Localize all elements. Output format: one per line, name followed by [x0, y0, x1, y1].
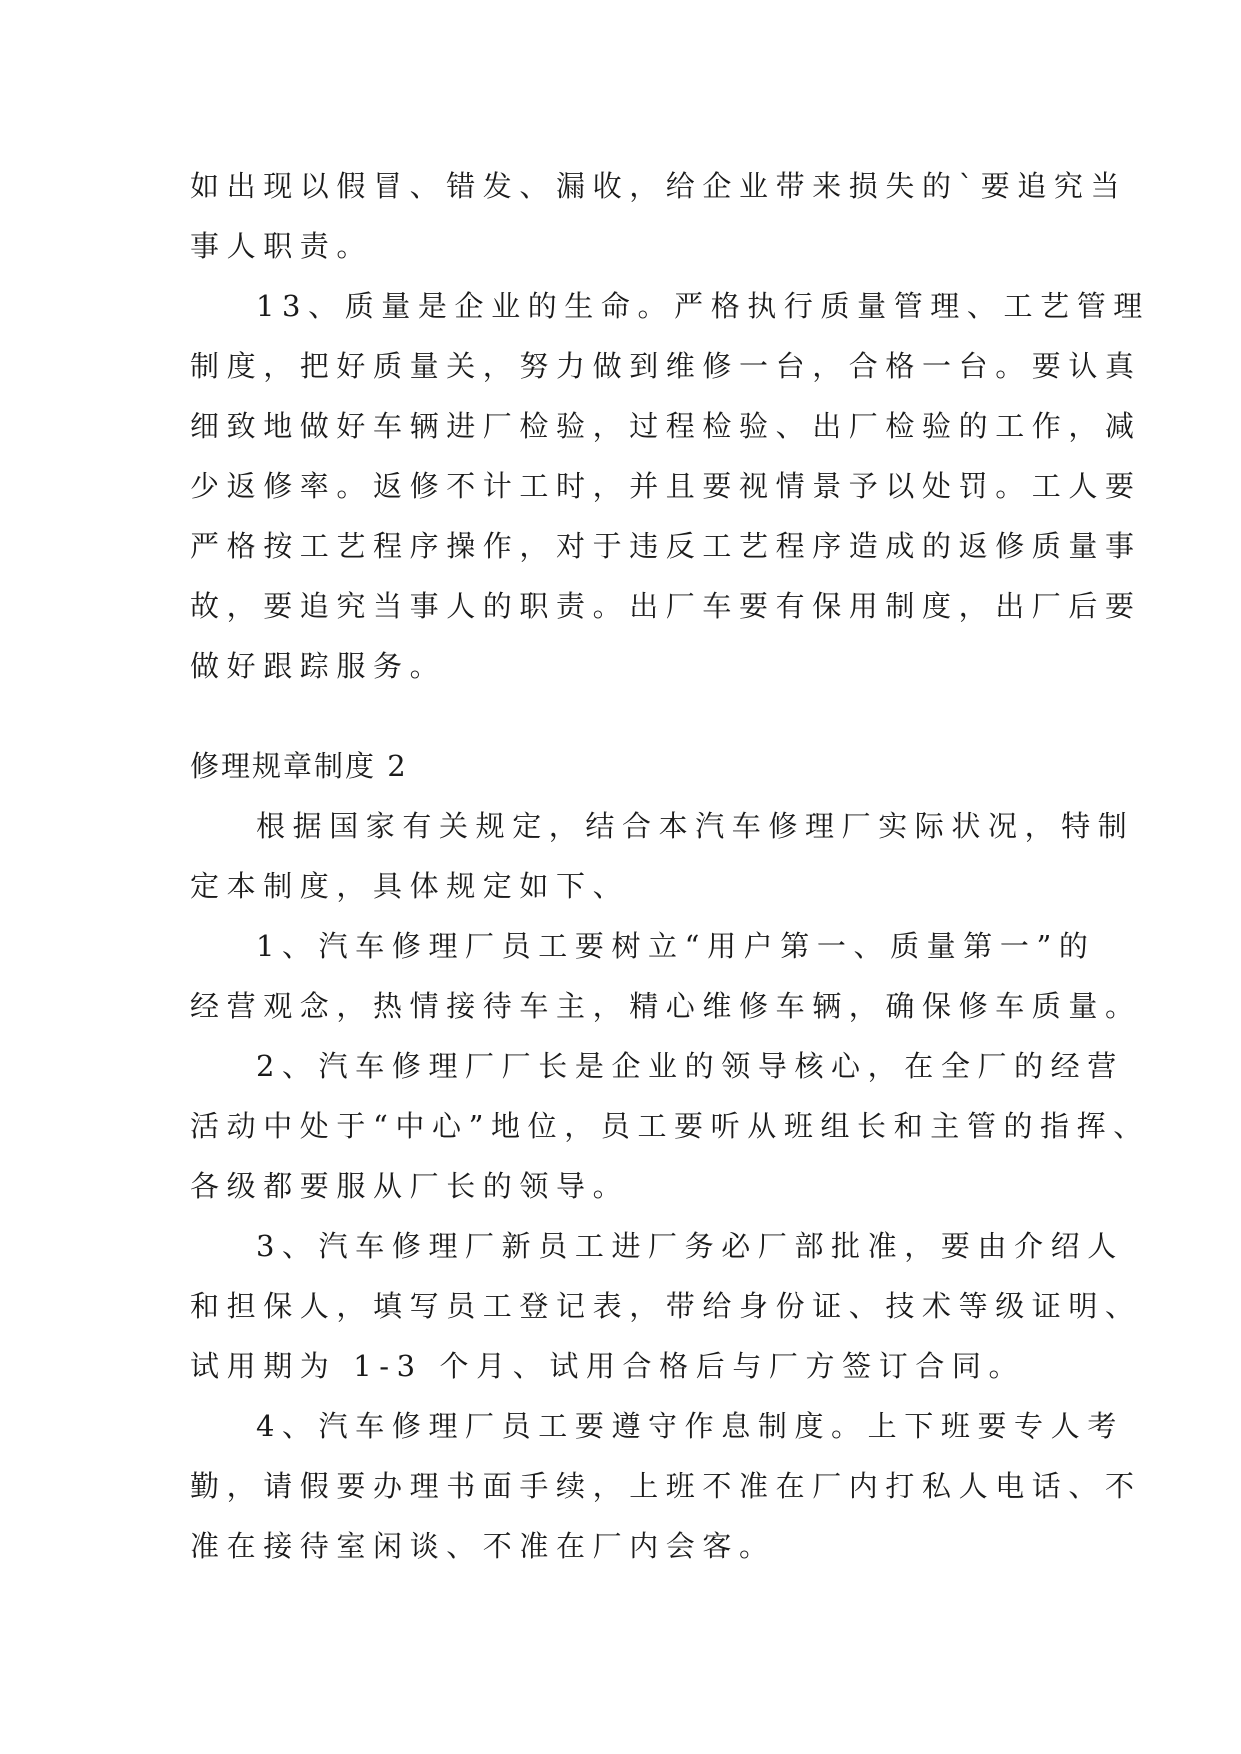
paragraph-line: 少返修率。返修不计工时，并且要视情景予以处罚。工人要 — [190, 469, 1142, 503]
paragraph-line: 做好跟踪服务。 — [190, 649, 447, 683]
paragraph-line: 故，要追究当事人的职责。出厂车要有保用制度，出厂后要 — [190, 589, 1142, 623]
paragraph-line: 2、汽车修理厂厂长是企业的领导核心，在全厂的经营 — [256, 1049, 1124, 1083]
paragraph-line: 勤，请假要办理书面手续，上班不准在厂内打私人电话、不 — [190, 1469, 1142, 1503]
paragraph-line: 各级都要服从厂长的领导。 — [190, 1169, 630, 1203]
paragraph-line: 试用期为 1-3 个月、试用合格后与厂方签订合同。 — [190, 1349, 1026, 1383]
paragraph-line: 根据国家有关规定，结合本汽车修理厂实际状况，特制 — [256, 809, 1135, 843]
paragraph-line: 13、质量是企业的生命。严格执行质量管理、工艺管理 — [256, 289, 1150, 323]
paragraph-line: 细致地做好车辆进厂检验，过程检验、出厂检验的工作，减 — [190, 409, 1142, 443]
section-heading: 修理规章制度 2 — [190, 749, 408, 783]
paragraph-line: 制度，把好质量关，努力做到维修一台，合格一台。要认真 — [190, 349, 1142, 383]
paragraph-line: 和担保人，填写员工登记表，带给身份证、技术等级证明、 — [190, 1289, 1142, 1323]
paragraph-line: 经营观念，热情接待车主，精心维修车辆，确保修车质量。 — [190, 989, 1142, 1023]
paragraph-line: 3、汽车修理厂新员工进厂务必厂部批准，要由介绍人 — [256, 1229, 1124, 1263]
paragraph-line: 活动中处于“中心”地位，员工要听从班组长和主管的指挥、 — [190, 1109, 1150, 1143]
paragraph-line: 准在接待室闲谈、不准在厂内会客。 — [190, 1529, 776, 1563]
paragraph-line: 4、汽车修理厂员工要遵守作息制度。上下班要专人考 — [256, 1409, 1124, 1443]
paragraph-line: 事人职责。 — [190, 229, 374, 263]
paragraph-line: 如出现以假冒、错发、漏收，给企业带来损失的`要追究当 — [190, 169, 1128, 203]
paragraph-line: 1、汽车修理厂员工要树立“用户第一、质量第一”的 — [256, 929, 1096, 963]
paragraph-line: 定本制度，具体规定如下、 — [190, 869, 630, 903]
paragraph-line: 严格按工艺程序操作，对于违反工艺程序造成的返修质量事 — [190, 529, 1142, 563]
